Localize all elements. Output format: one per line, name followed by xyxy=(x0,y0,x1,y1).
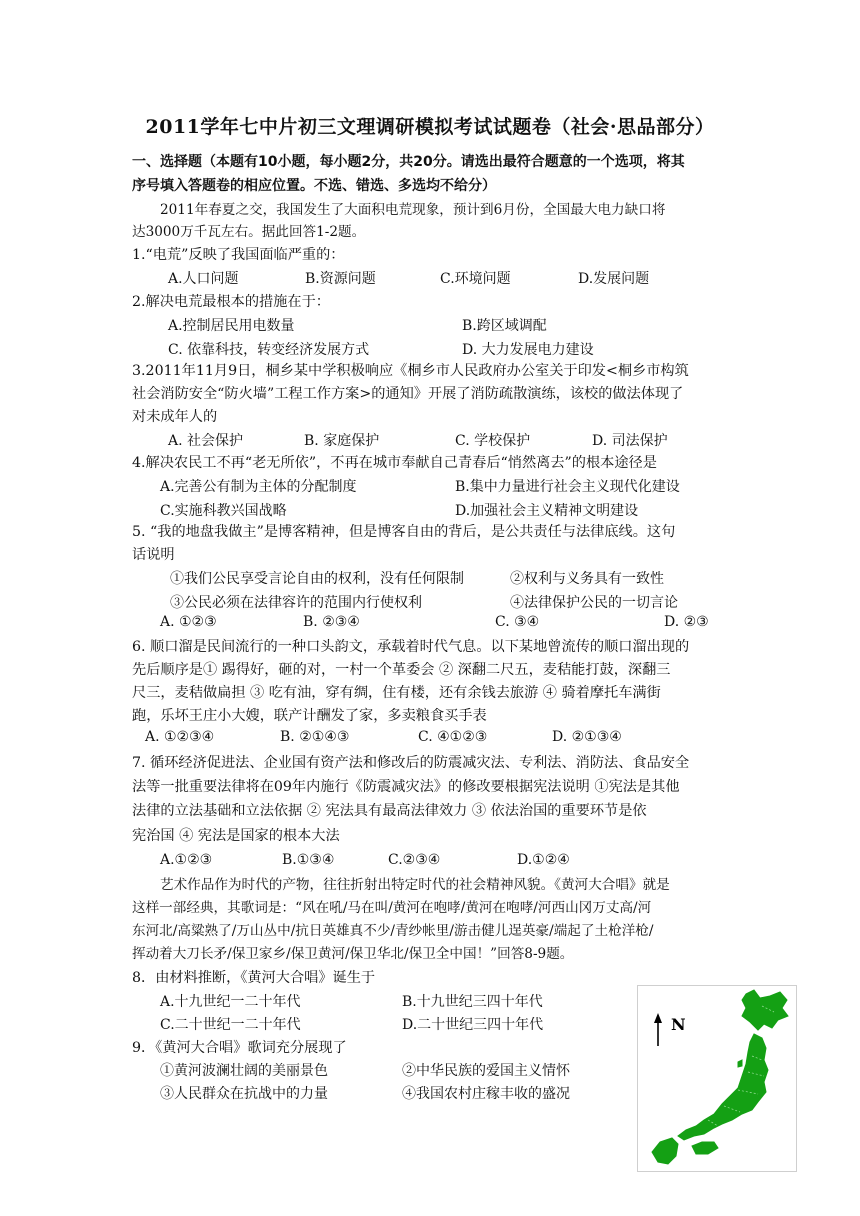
q5-option-a: A. ①②③ xyxy=(160,614,217,630)
intro-text: 艺术作品作为时代的产物，往往折射出特定时代的社会精神风貌。《黄河大合唱》就是 xyxy=(160,877,670,893)
q5-statement-4: ④法律保护公民的一切言论 xyxy=(510,595,678,611)
question-3-stem: 社会消防安全“防火墙”工程工作方案>的通知》开展了消防疏散演练，该校的做法体现了 xyxy=(132,386,684,402)
question-8-stem: 8．由材料推断，《黄河大合唱》诞生于 xyxy=(132,970,376,986)
shikoku-island xyxy=(692,1142,718,1154)
q4-option-b: B.集中力量进行社会主义现代化建设 xyxy=(455,479,680,495)
q4-option-a: A.完善公有制为主体的分配制度 xyxy=(160,479,357,495)
question-3-stem: 3.2011年11月9日，桐乡某中学积极响应《桐乡市人民政府办公室关于印发<桐乡市构筑 xyxy=(132,363,689,379)
q2-option-b: B.跨区域调配 xyxy=(462,318,547,334)
q1-option-b: B.资源问题 xyxy=(305,271,376,287)
section-heading-line2: 序号填入答题卷的相应位置。不选、错选、多选均不给分） xyxy=(132,178,496,194)
q8-option-b: B.十九世纪三四十年代 xyxy=(402,994,543,1010)
question-7-stem: 宪治国 ④ 宪法是国家的根本大法 xyxy=(132,828,340,844)
q1-option-c: C.环境问题 xyxy=(440,271,511,287)
kyushu-island xyxy=(652,1138,678,1164)
q5-option-b: B. ②③④ xyxy=(303,614,360,630)
q5-option-d: D. ②③ xyxy=(664,614,709,630)
question-6-stem: 尺三，麦秸做扁担 ③ 吃有油，穿有绸，住有楼，还有余钱去旅游 ④ 骑着摩托车满街 xyxy=(132,685,661,701)
q3-option-a: A. 社会保护 xyxy=(168,433,244,449)
question-6-stem: 跑，乐坏王庄小大嫂，联产计酬发了家，多卖粮食买手表 xyxy=(132,708,487,724)
question-7-stem: 法律的立法基础和立法依据 ② 宪法具有最高法律效力 ③ 依法治国的重要环节是依 xyxy=(132,803,647,819)
question-7-stem: 7. 循环经济促进法、企业国有资产法和修改后的防震减灾法、专利法、消防法、食品安全 xyxy=(132,755,690,771)
q8-option-d: D.二十世纪三四十年代 xyxy=(402,1017,544,1033)
q9-statement-4: ④我国农村庄稼丰收的盛况 xyxy=(402,1086,570,1102)
q6-option-b: B. ②①④③ xyxy=(280,729,350,745)
hokkaido-island xyxy=(742,990,788,1030)
q5-statement-2: ②权利与义务具有一致性 xyxy=(510,571,664,587)
question-1-stem: 1.“电荒”反映了我国面临严重的： xyxy=(132,247,345,263)
page-title: 2011学年七中片初三文理调研模拟考试试题卷（社会·思品部分） xyxy=(145,116,715,138)
q6-option-d: D. ②①③④ xyxy=(552,729,622,745)
q9-statement-1: ①黄河波澜壮阔的美丽景色 xyxy=(160,1063,328,1079)
question-9-stem: 9．《黄河大合唱》歌词充分展现了 xyxy=(132,1040,347,1056)
q7-option-c: C.②③④ xyxy=(388,852,441,868)
q2-option-c: C. 依靠科技，转变经济发展方式 xyxy=(168,342,370,358)
question-2-stem: 2.解决电荒最根本的措施在于： xyxy=(132,294,330,310)
q6-option-a: A. ①②③④ xyxy=(145,729,215,745)
question-5-stem: 5. “我的地盘我做主”是博客精神，但是博客自由的背后，是公共责任与法律底线。这句 xyxy=(132,524,676,540)
q8-option-a: A.十九世纪一二十年代 xyxy=(160,994,301,1010)
intro-text: 东河北/高粱熟了/万山丛中/抗日英雄真不少/青纱帐里/游击健儿逞英豪/端起了土枪洋枪/ xyxy=(132,923,654,939)
q9-statement-3: ③人民群众在抗战中的力量 xyxy=(160,1086,328,1102)
question-5-stem: 话说明 xyxy=(132,547,175,563)
intro-text: 2011年春夏之交，我国发生了大面积电荒现象，预计到6月份，全国最大电力缺口将 xyxy=(160,202,666,218)
q3-option-c: C. 学校保护 xyxy=(455,433,531,449)
q1-option-a: A.人口问题 xyxy=(168,271,239,287)
question-3-stem: 对未成年人的 xyxy=(132,409,218,425)
north-label: N xyxy=(671,1015,686,1034)
question-6-stem: 6. 顺口溜是民间流行的一种口头韵文，承载着时代气息。以下某地曾流传的顺口溜出现的 xyxy=(132,639,690,655)
north-arrow-icon xyxy=(654,1013,662,1046)
q2-option-d: D. 大力发展电力建设 xyxy=(462,342,594,358)
q9-statement-2: ②中华民族的爱国主义情怀 xyxy=(402,1063,570,1079)
intro-text: 挥动着大刀长矛/保卫家乡/保卫黄河/保卫华北/保卫全中国！”回答8-9题。 xyxy=(132,946,574,962)
q7-option-d: D.①②④ xyxy=(517,852,570,868)
q4-option-c: C.实施科教兴国战略 xyxy=(160,503,287,519)
q2-option-a: A.控制居民用电数量 xyxy=(168,318,295,334)
q7-option-a: A.①②③ xyxy=(160,852,213,868)
japan-map xyxy=(637,985,797,1172)
q4-option-d: D.加强社会主义精神文明建设 xyxy=(455,503,639,519)
q3-option-d: D. 司法保护 xyxy=(592,433,668,449)
japan-map-svg xyxy=(638,986,796,1171)
question-4-stem: 4.解决农民工不再“老无所依”，不再在城市奉献自己青春后“悄然离去”的根本途径是 xyxy=(132,455,657,471)
question-7-stem: 法等一批重要法律将在09年内施行《防震减灾法》的修改要根据宪法说明 ①宪法是其他 xyxy=(132,779,680,795)
question-6-stem: 先后顺序是① 踢得好，砸的对，一村一个革委会 ② 深翻二尺五，麦秸能打鼓，深翻三 xyxy=(132,662,671,678)
q5-option-c: C. ③④ xyxy=(495,614,540,630)
q7-option-b: B.①③④ xyxy=(282,852,335,868)
q6-option-c: C. ④①②③ xyxy=(418,729,488,745)
q1-option-d: D.发展问题 xyxy=(578,271,650,287)
intro-text: 达3000万千瓦左右。据此回答1-2题。 xyxy=(132,224,366,240)
q5-statement-3: ③公民必须在法律容许的范围内行使权利 xyxy=(170,595,422,611)
honshu-island xyxy=(678,1034,768,1140)
intro-text: 这样一部经典，其歌词是：“风在吼/马在叫/黄河在咆哮/黄河在咆哮/河西山冈万丈高/河 xyxy=(132,900,652,916)
q3-option-b: B. 家庭保护 xyxy=(304,433,380,449)
q8-option-c: C.二十世纪一二十年代 xyxy=(160,1017,301,1033)
q5-statement-1: ①我们公民享受言论自由的权利，没有任何限制 xyxy=(170,571,464,587)
section-heading-line1: 一、选择题（本题有10小题，每小题2分，共20分。请选出最符合题意的一个选项，将其 xyxy=(132,154,685,170)
sado-island xyxy=(738,1060,742,1067)
